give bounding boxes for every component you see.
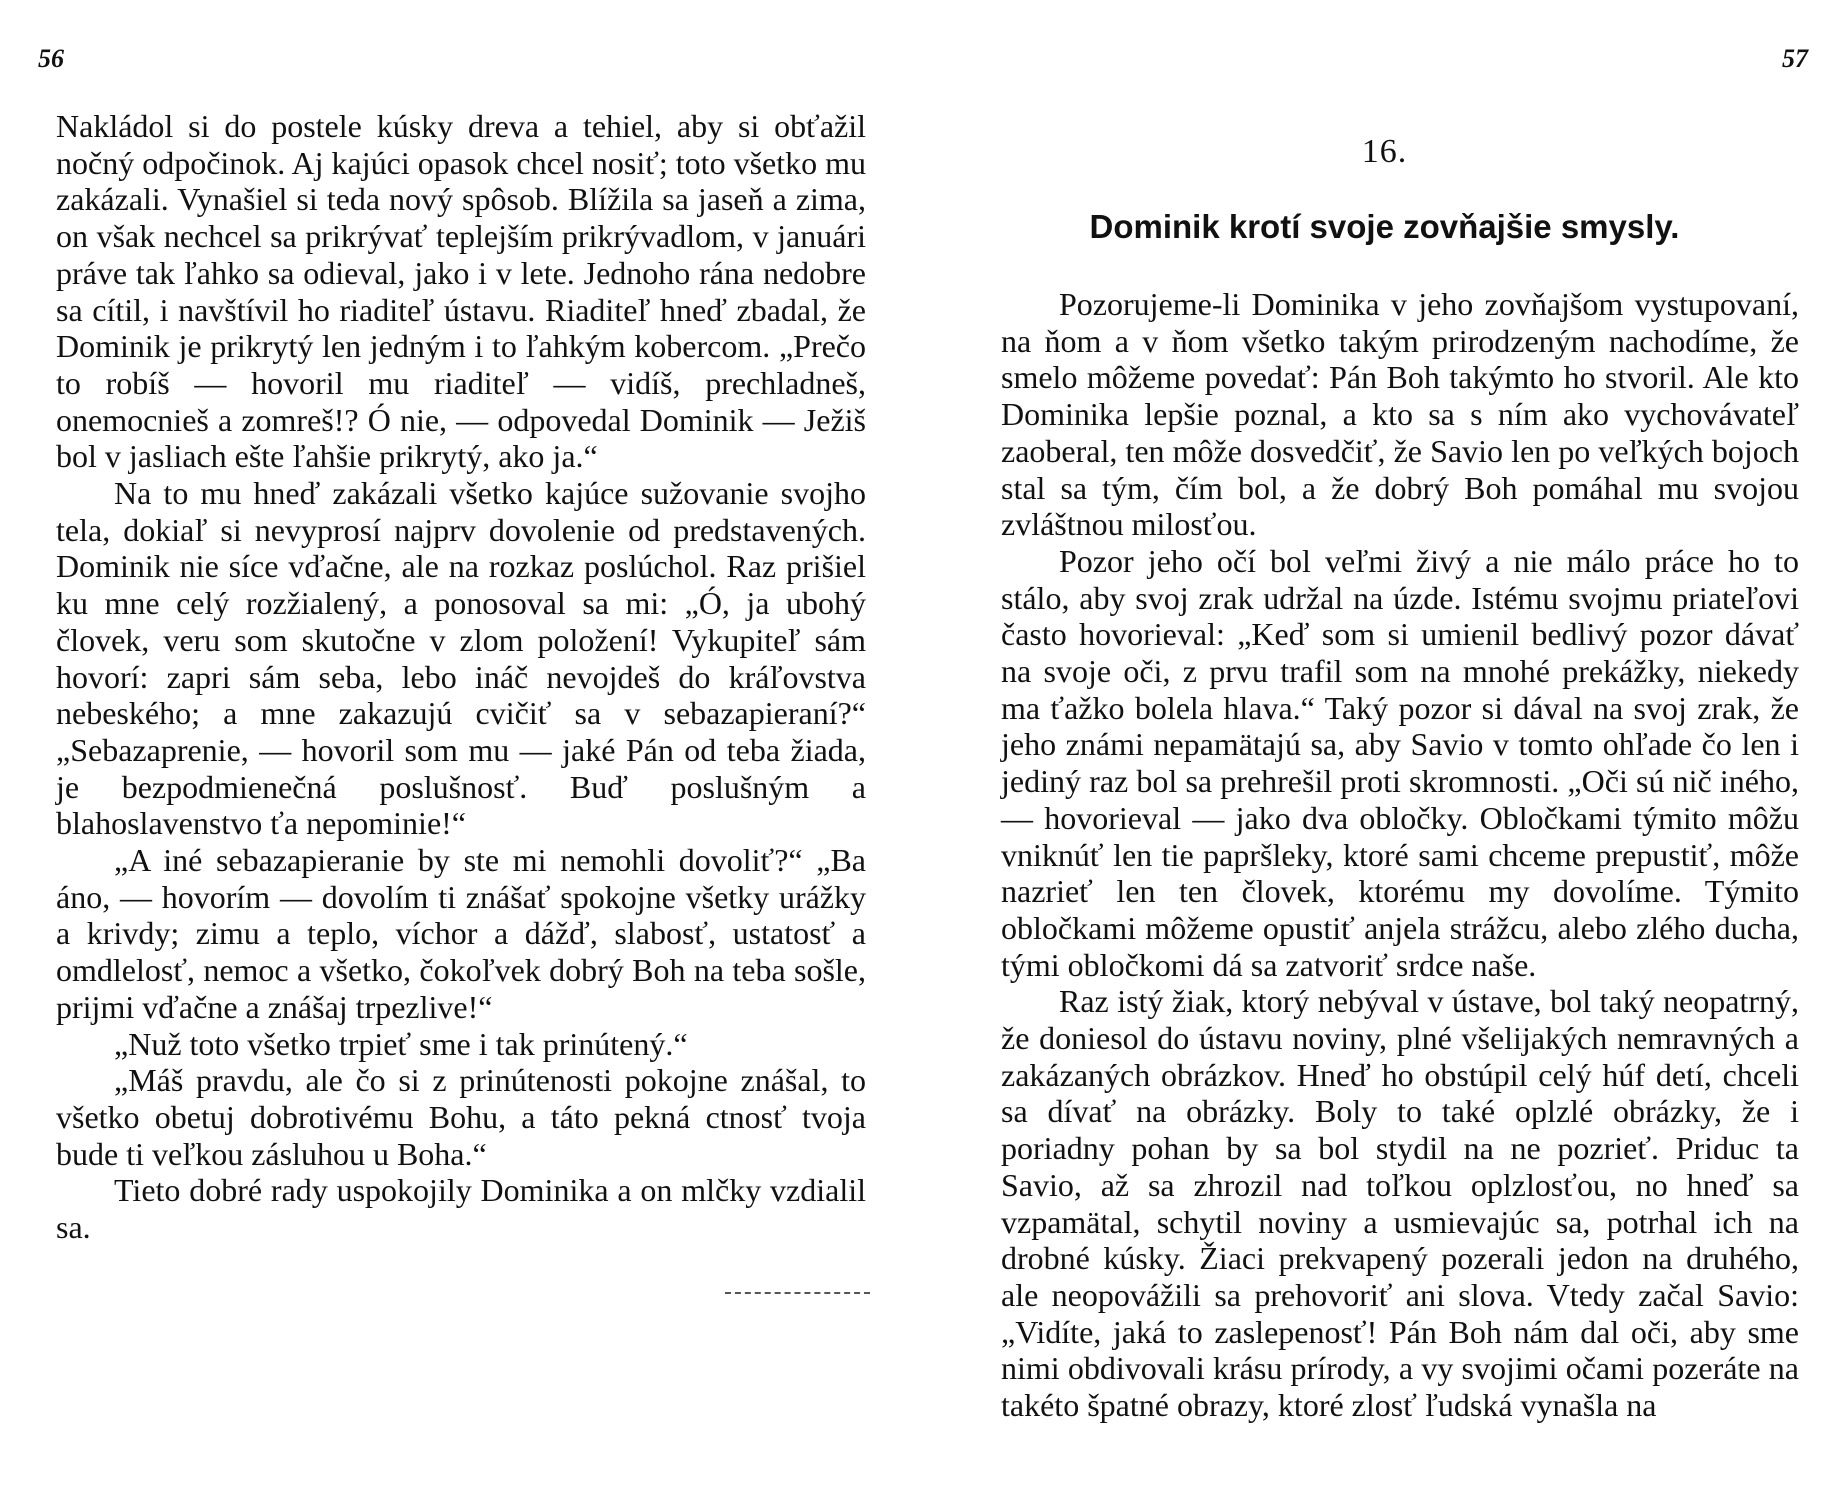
page-number: 57 [1782,44,1808,73]
paragraph: Na to mu hneď zakázali všetko kajúce sužovanie svojho tela, dokiaľ si nevyprosí najprv dovolenie od predstavených. Dominik nie síce vďačne, ale na rozkaz poslúchol. Raz prišiel ku mne celý rozžialený, a ponosoval sa mi: „Ó, ja ubohý človek, veru som skutočne v zlom položení! Vykupiteľ sám hovorí: zapri sám seba, lebo ináč nevojdeš do kráľovstva nebeského; a mne zakazujú cvičiť sa v sebazapieraní?“ „Sebazaprenie, — hovoril som mu — jaké Pán od teba žiada, je bezpodmienečná poslušnosť. Buď poslušným a blahoslavenstvo ťa nepominie!“ [56,475,866,842]
body-text [56,108,866,1246]
paragraph: „Máš pravdu, ale čo si z prinútenosti pokojne znášal, to všetko obetuj dobrotivému Bohu, a táto pekná ctnosť tvoja bude ti veľkou zásluhou u Boha.“ [56,1062,866,1172]
paragraph: Raz istý žiak, ktorý nebýval v ústave, bol taký neopatrný, že doniesol do ústavu noviny, plné všelijakých nemravných a zakázaných obrázkov. Hneď ho obstúpil celý húf detí, chceli sa dívať na obrázky. Boly to také oplzlé obrázky, že i poriadny pohan by sa bol stydil na ne pozrieť. Priduc ta Savio, až sa zhrozil nad toľkou oplzlosťou, no hneď sa vzpamätal, schytil noviny a usmievajúc sa, potrhal ich na drobné kúsky. Žiaci prekvapený pozerali jedon na druhého, ale neopovážili sa prehovoriť ani slova. Vtedy začal Savio: „Vidíte, jaká to zaslepenosť! Pán Boh nám dal oči, aby sme nimi obdivovali krásu prírody, a vy svojimi očami pozeráte na takéto špatné obrazy, ktoré zlosť ľudská vynašla na [1001,983,1799,1424]
paragraph: „A iné sebazapieranie by ste mi nemohli dovoliť?“ „Ba áno, — hovorím — dovolím ti znášať spokojne všetky urážky a krivdy; zimu a teplo, víchor a dážď, slabosť, ustatosť a omdlelosť, nemoc a všetko, čokoľvek dobrý Boh na teba sošle, prijmi vďačne a znášaj trpezlive!“ [56,842,866,1025]
right-page [923,0,1846,1500]
paragraph: Pozorujeme-li Dominika v jeho zovňajšom vystupovaní, na ňom a v ňom všetko takým prirodzeným nachodíme, že smelo môžeme povedať: Pán Boh takýmto ho stvoril. Ale kto Dominika lepšie poznal, a kto sa s ním ako vychovávateľ zaoberal, ten môže dosvedčiť, že Savio len po veľkých bojoch stal sa tým, čím bol, a že dobrý Boh pomáhal mu svojou zvláštnou milosťou. [1001,286,1799,543]
paragraph: Tieto dobré rady uspokojily Dominika a on mlčky vzdialil sa. [56,1172,866,1246]
chapter-title: Dominik krotí svoje zovňajšie smysly. [1089,208,1680,245]
page-number: 56 [38,44,64,73]
end-rule-divider [725,1292,870,1294]
paragraph: Nakládol si do postele kúsky dreva a tehiel, aby si obťažil nočný odpočinok. Aj kajúci opasok chcel nosiť; toto všetko mu zakázali. Vynašiel si teda nový spôsob. Blížila sa jaseň a zima, on však nechcel sa prikrývať teplejším prikrývadlom, v januári práve tak ľahko sa odieval, jako i v lete. Jednoho rána nedobre sa cítil, i navštívil ho riaditeľ ústavu. Riaditeľ hneď zbadal, že Dominik je prikrytý len jedným i to ľahkým kobercom. „Prečo to robíš — hovoril mu riaditeľ — vidíš, prechladneš, onemocnieš a zomreš!? Ó nie, — odpovedal Dominik — Ježiš bol v jasliach ešte ľahšie prikrytý, ako ja.“ [56,108,866,475]
chapter-number: 16. [1361,133,1408,170]
paragraph: „Nuž toto všetko trpieť sme i tak prinútený.“ [114,1025,688,1062]
paragraph: Pozor jeho očí bol veľmi živý a nie málo práce ho to stálo, aby svoj zrak udržal na úzde. Istému svojmu priateľovi často hovorieval: „Keď som si umienil bedlivý pozor dávať na svoje oči, z prvu trafil som na mnohé prekážky, niekedy ma ťažko bolela hlava.“ Taký pozor si dával na svoj zrak, že jeho známi nepamätajú sa, aby Savio v tomto ohľade čo len i jediný raz bol sa prehrešil proti skromnosti. „Oči sú nič iného, — hovorieval — jako dva obločky. Obločkami týmito môžu vniknúť len tie papršleky, ktoré sami chceme prepustiť, môže nazrieť len ten človek, ktorému my dovolíme. Týmito obločkami môžeme opustiť anjela strážcu, alebo zlého ducha, tými obločkomi dá sa zatvoriť srdce naše. [1001,542,1799,983]
body-text [1001,286,1799,1424]
